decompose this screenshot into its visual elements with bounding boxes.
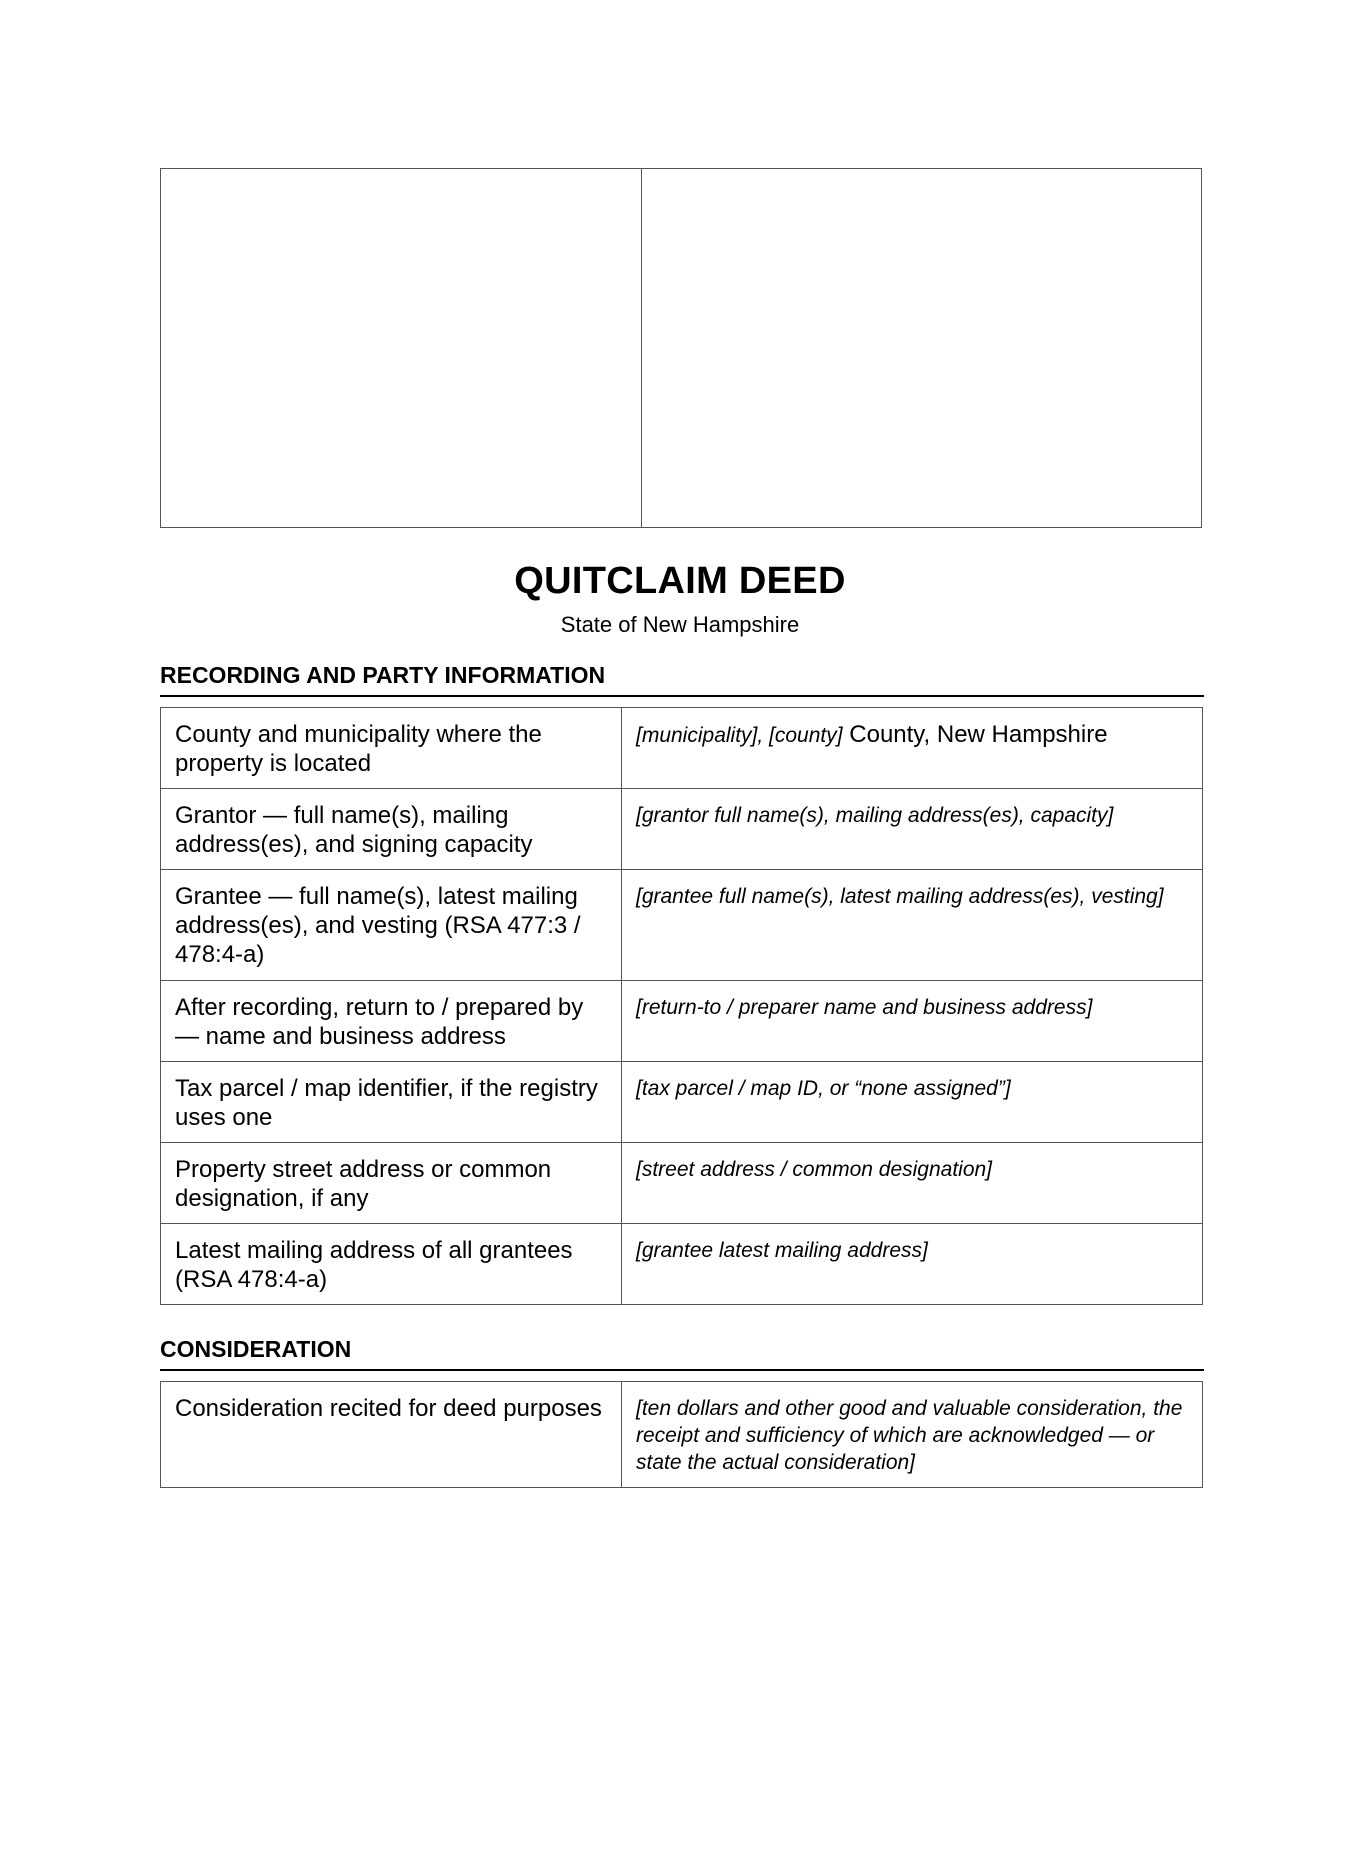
row-label: After recording, return to / prepared by — name and business address	[161, 981, 622, 1062]
table-row	[161, 1224, 1203, 1305]
table-row	[161, 789, 1203, 870]
recording-area-right-blank	[642, 169, 1201, 527]
row-value: [street address / common designation]	[622, 1143, 1203, 1224]
table-row	[161, 870, 1203, 981]
row-value: [tax parcel / map ID, or “none assigned”]	[622, 1062, 1203, 1143]
row-label: Latest mailing address of all grantees (RSA 478:4-a)	[161, 1224, 622, 1305]
row-label: Tax parcel / map identifier, if the registry uses one	[161, 1062, 622, 1143]
table-row	[161, 1143, 1203, 1224]
document-subtitle: State of New Hampshire	[560, 612, 800, 637]
row-value: [grantor full name(s), mailing address(es), capacity]	[622, 789, 1203, 870]
row-value: [ten dollars and other good and valuable consideration, the receipt and sufficiency of which are acknowledged — or state the actual consideration]	[622, 1382, 1203, 1488]
row-value: [grantee latest mailing address]	[622, 1224, 1203, 1305]
county-suffix: County, New Hampshire	[842, 721, 1108, 748]
document-title: QUITCLAIM DEED	[514, 560, 846, 602]
row-value: [return-to / preparer name and business address]	[622, 981, 1203, 1062]
row-value	[622, 708, 1203, 789]
table-row	[161, 1062, 1203, 1143]
table-row	[161, 981, 1203, 1062]
consideration-table	[160, 1381, 1203, 1488]
recording-section-heading: RECORDING AND PARTY INFORMATION	[160, 662, 1204, 697]
row-value: [grantee full name(s), latest mailing address(es), vesting]	[622, 870, 1203, 981]
row-label: Grantee — full name(s), latest mailing address(es), and vesting (RSA 477:3 / 478:4-a)	[161, 870, 622, 981]
row-label: Property street address or common designation, if any	[161, 1143, 622, 1224]
table-row	[161, 708, 1203, 789]
recording-party-table	[160, 707, 1203, 1305]
county-placeholder: [municipality], [county]	[636, 724, 843, 747]
row-label: Grantor — full name(s), mailing address(es), and signing capacity	[161, 789, 622, 870]
recording-area-box	[160, 168, 1202, 528]
row-label: County and municipality where the property is located	[161, 708, 622, 789]
recording-area-left-blank	[161, 169, 642, 527]
consideration-section-heading: CONSIDERATION	[160, 1336, 1204, 1371]
row-label: Consideration recited for deed purposes	[161, 1382, 622, 1488]
table-row	[161, 1382, 1203, 1488]
